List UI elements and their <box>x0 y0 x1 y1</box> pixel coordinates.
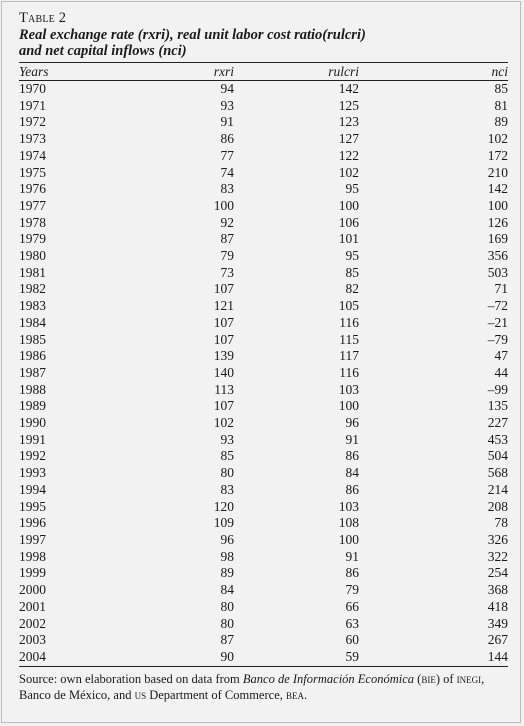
source-bea: bea <box>286 687 304 702</box>
cell-rulcri: 86 <box>345 481 359 497</box>
table-row <box>19 114 508 131</box>
cell-rxri: 100 <box>213 197 234 213</box>
header-row <box>19 63 508 81</box>
cell-rxri: 89 <box>220 565 234 581</box>
cell-rxri: 107 <box>213 398 234 414</box>
cell-rxri: 120 <box>213 498 234 514</box>
source-inegi: inegi <box>456 671 482 686</box>
cell-year: 1978 <box>19 214 46 230</box>
cell-nci: –21 <box>487 314 508 330</box>
cell-nci: 81 <box>494 97 508 113</box>
cell-year: 1982 <box>19 281 46 297</box>
cell-rulcri: 66 <box>345 598 359 614</box>
table-row <box>19 398 508 415</box>
cell-rulcri: 127 <box>338 131 359 147</box>
cell-nci: 47 <box>494 348 508 364</box>
cell-year: 1998 <box>19 548 46 564</box>
table-body <box>19 81 508 666</box>
cell-rxri: 83 <box>220 181 234 197</box>
cell-nci: 368 <box>487 582 508 598</box>
cell-rxri: 140 <box>213 364 234 380</box>
cell-year: 1985 <box>19 331 46 347</box>
cell-rulcri: 91 <box>345 431 359 447</box>
cell-rulcri: 91 <box>345 548 359 564</box>
table-row <box>19 465 508 482</box>
cell-year: 1980 <box>19 248 46 264</box>
source-end: . <box>304 687 308 702</box>
cell-rxri: 107 <box>213 331 234 347</box>
column-header-nci: nci <box>359 63 508 81</box>
cell-rxri: 80 <box>220 598 234 614</box>
cell-year: 1992 <box>19 448 46 464</box>
cell-rulcri: 116 <box>339 364 359 380</box>
source-text-1: ( <box>414 671 422 686</box>
table-row <box>19 515 508 532</box>
cell-nci: 44 <box>494 364 508 380</box>
cell-rxri: 121 <box>213 298 234 314</box>
cell-nci: 126 <box>487 214 508 230</box>
cell-rulcri: 142 <box>338 81 359 96</box>
cell-rxri: 87 <box>220 231 234 247</box>
cell-rxri: 93 <box>220 431 234 447</box>
cell-year: 1979 <box>19 231 46 247</box>
cell-nci: –99 <box>487 381 508 397</box>
table-row <box>19 499 508 516</box>
cell-rulcri: 115 <box>339 331 359 347</box>
cell-year: 1984 <box>19 314 46 330</box>
source-text-3: , <box>481 671 485 686</box>
cell-rxri: 93 <box>220 97 234 113</box>
cell-rulcri: 103 <box>338 381 359 397</box>
cell-year: 1993 <box>19 465 46 481</box>
cell-rulcri: 85 <box>345 264 359 280</box>
cell-nci: 322 <box>487 548 508 564</box>
table-row <box>19 165 508 182</box>
cell-nci: 227 <box>487 415 508 431</box>
cell-nci: 102 <box>487 131 508 147</box>
cell-rxri: 80 <box>220 615 234 631</box>
cell-year: 2000 <box>19 582 46 598</box>
cell-year: 1972 <box>19 114 46 130</box>
table-row <box>19 432 508 449</box>
table-row <box>19 265 508 282</box>
cell-nci: 267 <box>487 632 508 648</box>
cell-nci: 144 <box>487 648 508 664</box>
cell-nci: –79 <box>487 331 508 347</box>
cell-year: 1999 <box>19 565 46 581</box>
cell-year: 1977 <box>19 197 46 213</box>
cell-rxri: 98 <box>220 548 234 564</box>
table-row <box>19 198 508 215</box>
cell-nci: 418 <box>487 598 508 614</box>
cell-nci: 453 <box>487 431 508 447</box>
cell-year: 1997 <box>19 531 46 547</box>
cell-rulcri: 59 <box>345 648 359 664</box>
cell-nci: 100 <box>487 197 508 213</box>
data-table <box>19 63 508 666</box>
table-row <box>19 248 508 265</box>
cell-rxri: 109 <box>213 515 234 531</box>
source-note <box>19 671 508 703</box>
cell-year: 2002 <box>19 615 46 631</box>
cell-rulcri: 96 <box>345 415 359 431</box>
cell-rulcri: 100 <box>338 398 359 414</box>
cell-rulcri: 105 <box>338 298 359 314</box>
cell-rulcri: 102 <box>338 164 359 180</box>
cell-nci: 214 <box>487 481 508 497</box>
cell-rxri: 85 <box>220 448 234 464</box>
cell-rxri: 113 <box>214 381 234 397</box>
table-row <box>19 131 508 148</box>
table-row <box>19 616 508 633</box>
cell-rxri: 107 <box>213 281 234 297</box>
cell-rxri: 79 <box>220 248 234 264</box>
cell-nci: –72 <box>487 298 508 314</box>
cell-nci: 71 <box>494 281 508 297</box>
cell-nci: 208 <box>487 498 508 514</box>
cell-nci: 568 <box>487 465 508 481</box>
cell-rxri: 102 <box>213 415 234 431</box>
cell-year: 1974 <box>19 147 46 163</box>
table-row <box>19 348 508 365</box>
cell-nci: 78 <box>494 515 508 531</box>
cell-rulcri: 106 <box>338 214 359 230</box>
cell-rxri: 73 <box>220 264 234 280</box>
cell-rulcri: 103 <box>338 498 359 514</box>
cell-rulcri: 123 <box>338 114 359 130</box>
cell-nci: 326 <box>487 531 508 547</box>
cell-nci: 89 <box>494 114 508 130</box>
table-row <box>19 565 508 582</box>
table-row <box>19 98 508 115</box>
cell-year: 1994 <box>19 481 46 497</box>
table-row <box>19 181 508 198</box>
cell-rulcri: 117 <box>339 348 359 364</box>
cell-rulcri: 100 <box>338 197 359 213</box>
table-row <box>19 365 508 382</box>
table-row <box>19 482 508 499</box>
source-us: us <box>134 687 147 702</box>
cell-rxri: 92 <box>220 214 234 230</box>
table-row <box>19 632 508 649</box>
cell-nci: 356 <box>487 248 508 264</box>
cell-rxri: 77 <box>220 147 234 163</box>
cell-nci: 142 <box>487 181 508 197</box>
table-row <box>19 315 508 332</box>
column-header-rulcri: rulcri <box>234 63 359 81</box>
cell-year: 1986 <box>19 348 46 364</box>
cell-nci: 349 <box>487 615 508 631</box>
cell-rulcri: 84 <box>345 465 359 481</box>
cell-year: 1995 <box>19 498 46 514</box>
cell-year: 1976 <box>19 181 46 197</box>
cell-rulcri: 86 <box>345 448 359 464</box>
source-line2-b: Department of Commerce, <box>146 687 286 702</box>
source-database-name: Banco de Información Económica <box>242 671 415 686</box>
cell-year: 2003 <box>19 632 46 648</box>
cell-nci: 85 <box>494 81 508 96</box>
cell-rulcri: 116 <box>339 314 359 330</box>
source-bie: bie <box>421 671 436 686</box>
cell-year: 1970 <box>19 81 46 96</box>
table-label: Table 2 <box>19 10 67 26</box>
cell-rulcri: 95 <box>345 181 359 197</box>
table-row <box>19 549 508 566</box>
cell-rulcri: 95 <box>345 248 359 264</box>
cell-rxri: 96 <box>220 531 234 547</box>
cell-nci: 169 <box>487 231 508 247</box>
table-row <box>19 532 508 549</box>
cell-year: 2004 <box>19 648 46 664</box>
table-row <box>19 231 508 248</box>
cell-year: 2001 <box>19 598 46 614</box>
cell-rxri: 83 <box>220 481 234 497</box>
table-content <box>19 10 508 703</box>
cell-rxri: 87 <box>220 632 234 648</box>
column-header-rxri: rxri <box>99 63 234 81</box>
table-row <box>19 298 508 315</box>
cell-year: 1971 <box>19 97 46 113</box>
cell-year: 1988 <box>19 381 46 397</box>
table-row <box>19 649 508 666</box>
cell-nci: 503 <box>487 264 508 280</box>
cell-rulcri: 79 <box>345 582 359 598</box>
cell-nci: 172 <box>487 147 508 163</box>
cell-year: 1989 <box>19 398 46 414</box>
column-header-years: Years <box>19 63 99 81</box>
cell-nci: 254 <box>487 565 508 581</box>
cell-rxri: 74 <box>220 164 234 180</box>
cell-rulcri: 101 <box>338 231 359 247</box>
cell-rulcri: 63 <box>345 615 359 631</box>
table-frame <box>1 1 521 723</box>
cell-rulcri: 122 <box>338 147 359 163</box>
cell-nci: 210 <box>487 164 508 180</box>
cell-rulcri: 60 <box>345 632 359 648</box>
table-row <box>19 599 508 616</box>
cell-rxri: 94 <box>220 81 234 96</box>
cell-nci: 504 <box>487 448 508 464</box>
table-row <box>19 415 508 432</box>
cell-rulcri: 125 <box>338 97 359 113</box>
table-caption-line-1: Real exchange rate (rxri), real unit labor cost ratio(rulcri) <box>19 27 366 43</box>
cell-year: 1987 <box>19 364 46 380</box>
table-row <box>19 382 508 399</box>
cell-rxri: 80 <box>220 465 234 481</box>
table-caption-line-2: and net capital inflows (nci) <box>19 43 187 59</box>
cell-rxri: 90 <box>220 648 234 664</box>
cell-year: 1991 <box>19 431 46 447</box>
cell-year: 1981 <box>19 264 46 280</box>
source-prefix: Source: own elaboration based on data from <box>19 671 243 686</box>
source-line2-a: Banco de México, and <box>19 687 135 702</box>
cell-rulcri: 86 <box>345 565 359 581</box>
table-row <box>19 332 508 349</box>
table-row <box>19 215 508 232</box>
cell-rulcri: 82 <box>345 281 359 297</box>
table-row <box>19 448 508 465</box>
cell-year: 1975 <box>19 164 46 180</box>
cell-rxri: 107 <box>213 314 234 330</box>
table-row <box>19 582 508 599</box>
cell-rxri: 86 <box>220 131 234 147</box>
table-row <box>19 281 508 298</box>
cell-nci: 135 <box>487 398 508 414</box>
cell-year: 1983 <box>19 298 46 314</box>
cell-rxri: 84 <box>220 582 234 598</box>
cell-rxri: 139 <box>213 348 234 364</box>
cell-rulcri: 100 <box>338 531 359 547</box>
source-text-2: ) of <box>435 671 457 686</box>
cell-year: 1990 <box>19 415 46 431</box>
bottom-rule <box>19 666 508 667</box>
table-row <box>19 148 508 165</box>
cell-rxri: 91 <box>220 114 234 130</box>
table-row <box>19 81 508 98</box>
cell-rulcri: 108 <box>338 515 359 531</box>
cell-year: 1973 <box>19 131 46 147</box>
cell-year: 1996 <box>19 515 46 531</box>
